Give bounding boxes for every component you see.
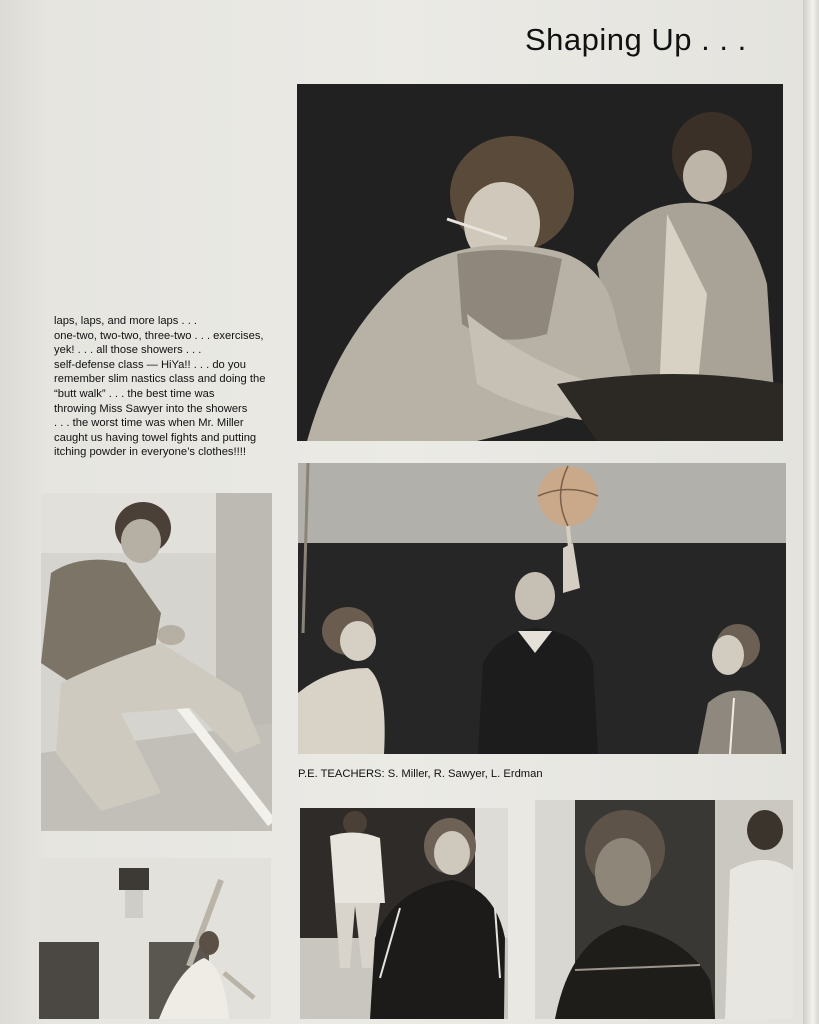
photo-student-sitting: [41, 493, 272, 831]
photo-volleyball-serve: [39, 858, 271, 1019]
book-spine: [803, 0, 819, 1024]
intro-text: laps, laps, and more laps . . . one-two, two-two, three-two . . . exercises, yek! . . . all those showers . . . self-defense class — HiYa!! . . . do you remember slim nastics class and doing the “butt walk” . . . the best time was throwing Miss Sawyer into the showers . . . the worst time was when Mr. Miller caught us having towel fights and putting itching powder in everyone’s clothes!!!!: [54, 315, 266, 459]
photo-caption: P.E. TEACHERS: S. Miller, R. Sawyer, L. Erdman: [298, 768, 543, 780]
photo-teacher-closeup: [535, 800, 793, 1019]
photo-students-leaning: [297, 84, 783, 441]
photo-pe-teachers-basketball: [298, 463, 786, 754]
photo-teacher-gym: [300, 808, 508, 1019]
page-title: Shaping Up . . .: [525, 22, 747, 57]
